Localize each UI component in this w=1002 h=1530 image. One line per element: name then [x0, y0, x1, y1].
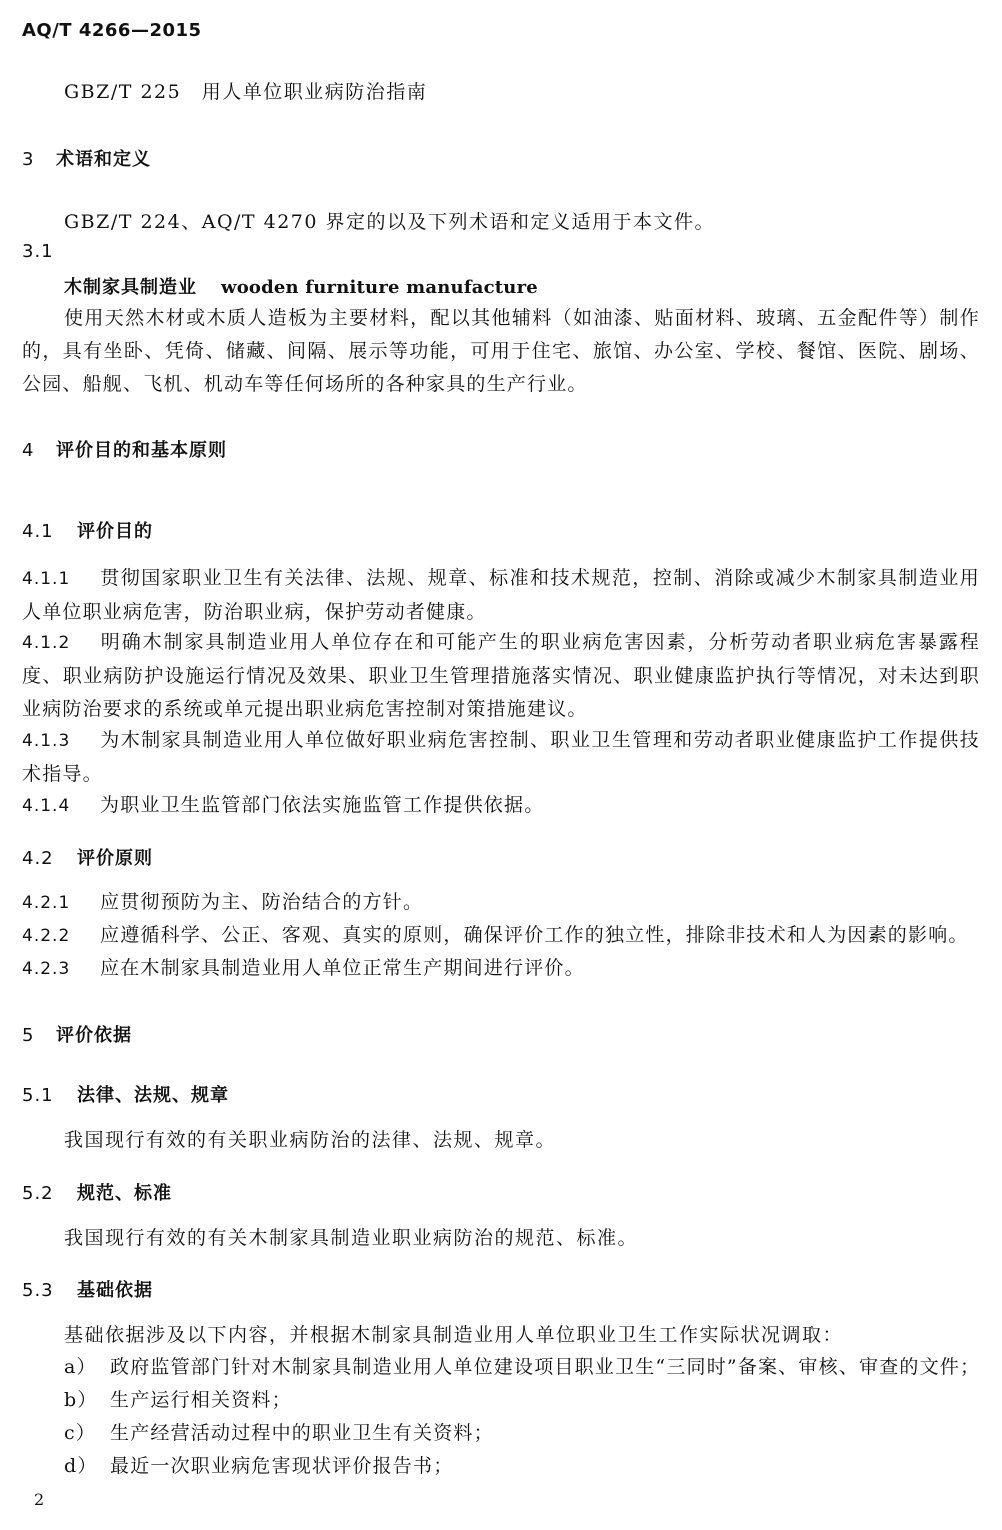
- clause-4-2-1: [22, 886, 980, 920]
- clause-4-1-4: [22, 789, 980, 823]
- term-en: wooden furniture manufacture: [221, 277, 538, 298]
- section-title: 法律、法规、规章: [77, 1085, 229, 1106]
- list-text: 最近一次职业病危害现状评价报告书；: [110, 1455, 454, 1477]
- section-5-1-text: 我国现行有效的有关职业病防治的法律、法规、规章。: [64, 1129, 557, 1151]
- clause-number: 4.2.3: [22, 959, 71, 979]
- clause-text: 为职业卫生监管部门依法实施监管工作提供依据。: [100, 794, 545, 816]
- section-title: 评价目的: [77, 521, 153, 542]
- section-title: 术语和定义: [56, 149, 151, 170]
- clause-text: 明确木制家具制造业用人单位存在和可能产生的职业病危害因素，分析劳动者职业病危害暴露程度、职业病防护设施运行情况及效果、职业卫生管理措施落实情况、职业健康监护执行等情况，对未达到职业病防治要求的系统或单元提出职业病危害控制对策措施建议。: [22, 631, 980, 720]
- clause-4-1-3: [22, 724, 980, 791]
- list-label: d）: [64, 1455, 98, 1477]
- clause-text: 贯彻国家职业卫生有关法律、法规、规章、标准和技术规范，控制、消除或减少木制家具制造业用人单位职业病危害，防治职业病，保护劳动者健康。: [22, 567, 980, 623]
- clause-4-1-1: [22, 562, 980, 629]
- normative-reference-line: GBZ/T 225 用人单位职业病防治指南: [64, 81, 428, 103]
- clause-4-2-3: [22, 952, 980, 986]
- section-title: 基础依据: [77, 1280, 153, 1301]
- section-number: 5: [22, 1025, 35, 1046]
- section-5-2-text: 我国现行有效的有关木制家具制造业职业病防治的规范、标准。: [64, 1227, 639, 1249]
- list-item: [64, 1385, 292, 1412]
- list-label: c）: [64, 1422, 97, 1444]
- section-number: 5.1: [22, 1085, 54, 1106]
- clause-number: 4.1.4: [22, 796, 71, 816]
- clause-number: 4.2.2: [22, 926, 71, 946]
- term-3-1-definition: 使用天然木材或木质人造板为主要材料，配以其他辅料（如油漆、贴面材料、玻璃、五金配件等）制作的，具有坐卧、凭倚、储藏、间隔、展示等功能，可用于住宅、旅馆、办公室、学校、餐馆、医院、剧场、公园、船舰、飞机、机动车等任何场所的各种家具的生产行业。: [22, 307, 980, 395]
- section-4-1-heading: [22, 517, 153, 543]
- clause-text: 应在木制家具制造业用人单位正常生产期间进行评价。: [100, 957, 585, 979]
- section-4-heading: [22, 436, 227, 462]
- section-title: 评价目的和基本原则: [56, 440, 227, 461]
- section-number: 4: [22, 440, 35, 461]
- section-5-2-heading: [22, 1179, 172, 1205]
- clause-number: 4.1.2: [22, 633, 71, 653]
- standard-header: AQ/T 4266—2015: [22, 20, 202, 41]
- list-text: 生产经营活动过程中的职业卫生有关资料；: [110, 1422, 494, 1444]
- clause-number: 4.2.1: [22, 893, 71, 913]
- clause-text: 应贯彻预防为主、防治结合的方针。: [100, 891, 424, 913]
- clause-4-2-2: [22, 919, 980, 953]
- page-number: 2: [34, 1490, 45, 1509]
- list-label: b）: [64, 1389, 98, 1411]
- section-number: 4.1: [22, 521, 54, 542]
- clause-number: 4.1.1: [22, 569, 71, 589]
- section-3-intro: GBZ/T 224、AQ/T 4270 界定的以及下列术语和定义适用于本文件。: [64, 211, 716, 233]
- section-5-3-heading: [22, 1276, 153, 1302]
- section-5-1-heading: [22, 1081, 229, 1107]
- clause-4-1-2: [22, 626, 980, 726]
- term-3-1-title: [64, 273, 538, 299]
- term-zh: 木制家具制造业: [64, 277, 197, 298]
- list-text: 政府监管部门针对木制家具制造业用人单位建设项目职业卫生“三同时”备案、审核、审查的文件；: [110, 1356, 981, 1378]
- list-item: [64, 1418, 494, 1445]
- list-label: a）: [64, 1356, 97, 1378]
- section-number: 5.3: [22, 1280, 54, 1301]
- section-number: 4.2: [22, 848, 54, 869]
- clause-text: 应遵循科学、公正、客观、真实的原则，确保评价工作的独立性，排除非技术和人为因素的影响。: [100, 924, 969, 946]
- list-item: [64, 1352, 980, 1379]
- section-3-heading: [22, 145, 151, 171]
- section-title: 评价原则: [77, 848, 153, 869]
- list-text: 生产运行相关资料；: [110, 1389, 292, 1411]
- section-title: 评价依据: [56, 1025, 132, 1046]
- clause-text: 为木制家具制造业用人单位做好职业病危害控制、职业卫生管理和劳动者职业健康监护工作提供技术指导。: [22, 729, 980, 785]
- term-3-1-number: 3.1: [22, 241, 54, 262]
- section-title: 规范、标准: [77, 1183, 172, 1204]
- list-item: [64, 1451, 453, 1478]
- section-5-3-intro: 基础依据涉及以下内容，并根据木制家具制造业用人单位职业卫生工作实际状况调取：: [64, 1324, 844, 1346]
- section-5-heading: [22, 1021, 132, 1047]
- clause-number: 4.1.3: [22, 731, 71, 751]
- section-number: 3: [22, 149, 35, 170]
- section-4-2-heading: [22, 844, 153, 870]
- section-number: 5.2: [22, 1183, 54, 1204]
